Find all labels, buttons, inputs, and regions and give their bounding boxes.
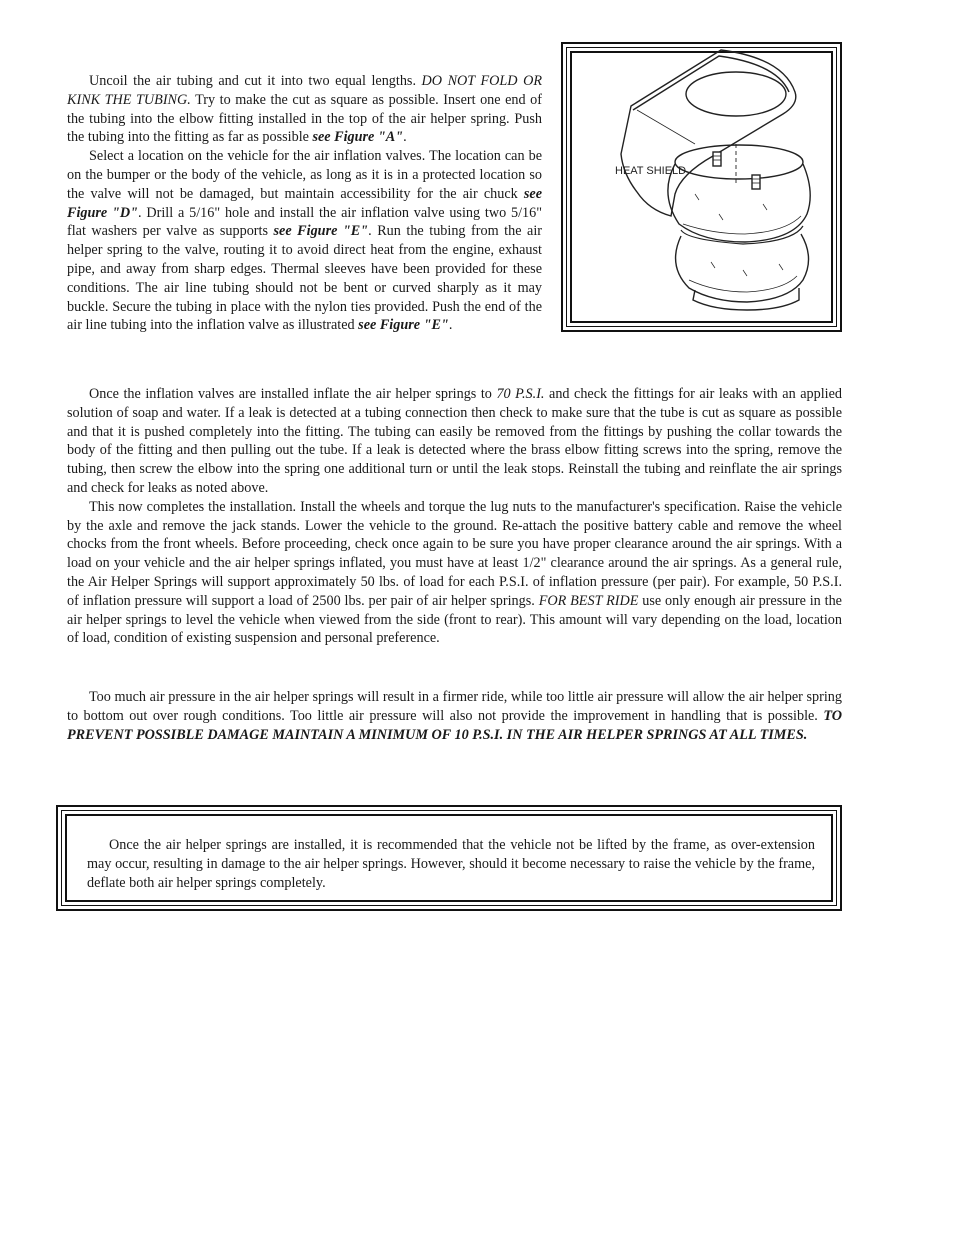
figure-e-reference: see Figure "E" <box>273 223 369 240</box>
intro-column <box>67 72 542 335</box>
do-not-fold-warning: DO NOT FOLD OR KINK THE TUBING. <box>67 73 542 108</box>
for-best-ride: FOR BEST RIDE <box>538 592 639 609</box>
air-spring-illustration <box>563 44 840 330</box>
heat-shield-label: HEAT SHIELD <box>615 165 687 177</box>
heat-shield-figure-frame <box>561 42 842 332</box>
completion-paragraph: This now completes the installation. Install the wheels and torque the lug nuts to the manufacturer's specification. Raise the vehicle by the axle and remove the jack stands. Lower the vehicle to the ground. Re-attach the positive battery cable and remove the wheel chocks from the front wheels. Before proceeding, check once again to be sure you have proper clearance around the air springs. With a load on your vehicle and the air helper springs inflated, you must have at least 1/2" clearance around the air springs. As a general rule, the Air Helper Springs will support approximately 50 lbs. of load for each P.S.I. of inflation pressure (per pair). For example, 50 P.S.I. of inflation pressure will support a load of 2500 lbs. per pair of air helper springs. FOR BEST RIDE use only enough air pressure in the air helper springs to level the vehicle when viewed from the side (front to rear). This amount will vary depending on the load, location of load, condition of existing suspension and personal preference. <box>67 498 842 647</box>
valve-location-paragraph: Select a location on the vehicle for the air inflation valves. The location can be on the bumper or the body of the vehicle, as long as it is in a protected location so the valve will not be damaged, but maintain accessibility for the air chuck see Figure "D". Drill a 5/16" hole and install the air inflation valve using two 5/16" flat washers per valve as supports see Figure "E". Run the tubing from the air helper spring to the valve, routing it to avoid direct heat from the engine, exhaust pipe, and away from sharp edges. Thermal sleeves have been provided for these conditions. The air line tubing should not be bent or curved sharply as it may buckle. Secure the tubing in place with the nylon ties provided. Push the end of the air line tubing into the inflation valve as illustrated see Figure "E". <box>67 148 542 334</box>
tubing-paragraph: Uncoil the air tubing and cut it into two equal lengths. DO NOT FOLD OR KINK THE TUBING. Try to make the cut as square as possible. Insert one end of the tubing into the elbow fitting installed in the top of the air helper spring. Push the tubing into the fitting as far as possible see Figure "A". <box>67 73 542 146</box>
lifting-note-text: Once the air helper springs are installed, it is recommended that the vehicle not be lifted by the frame, as over-extension may occur, resulting in damage to the air helper springs. However, should it become necessary to raise the vehicle by the frame, deflate both air helper springs completely. <box>87 837 815 891</box>
pressure-paragraph: Too much air pressure in the air helper springs will result in a firmer ride, while too little air pressure will allow the air helper spring to bottom out over rough conditions. Too little air pressure will also not provide the improvement in handling that is possible. TO PREVENT POSSIBLE DAMAGE MAINTAIN A MINIMUM OF 10 P.S.I. IN THE AIR HELPER SPRINGS AT ALL TIMES. <box>67 689 842 743</box>
lifting-note <box>87 836 815 892</box>
minimum-pressure-warning: TO PREVENT POSSIBLE DAMAGE MAINTAIN A MINIMUM OF 10 P.S.I. IN THE AIR HELPER SPRINGS AT ALL TIMES. <box>67 707 842 743</box>
inflation-section <box>67 385 842 648</box>
psi-70: 70 P.S.I. <box>496 386 545 402</box>
figure-e-reference-2: see Figure "E" <box>358 317 449 334</box>
leak-check-paragraph: Once the inflation valves are installed inflate the air helper springs to 70 P.S.I. and check the fittings for air leaks with an applied solution of soap and water. If a leak is detected at a tubing connection then check to make sure that the tube is cut as square as possible and that it is pushed completely into the fitting. The tubing can easily be removed from the fittings by pushing the collar towards the body of the fitting and then pulling out the tube. If a leak is detected where the brass elbow fitting screws into the spring, remove the tubing, then screw the elbow into the spring one additional turn or until the leak stops. Reinstall the tubing and reinflate the air springs and check for leaks as noted above. <box>67 386 842 496</box>
pressure-section <box>67 688 842 744</box>
figure-a-reference: see Figure "A" <box>312 129 404 146</box>
figure-d-reference: see Figure "D" <box>67 185 542 221</box>
